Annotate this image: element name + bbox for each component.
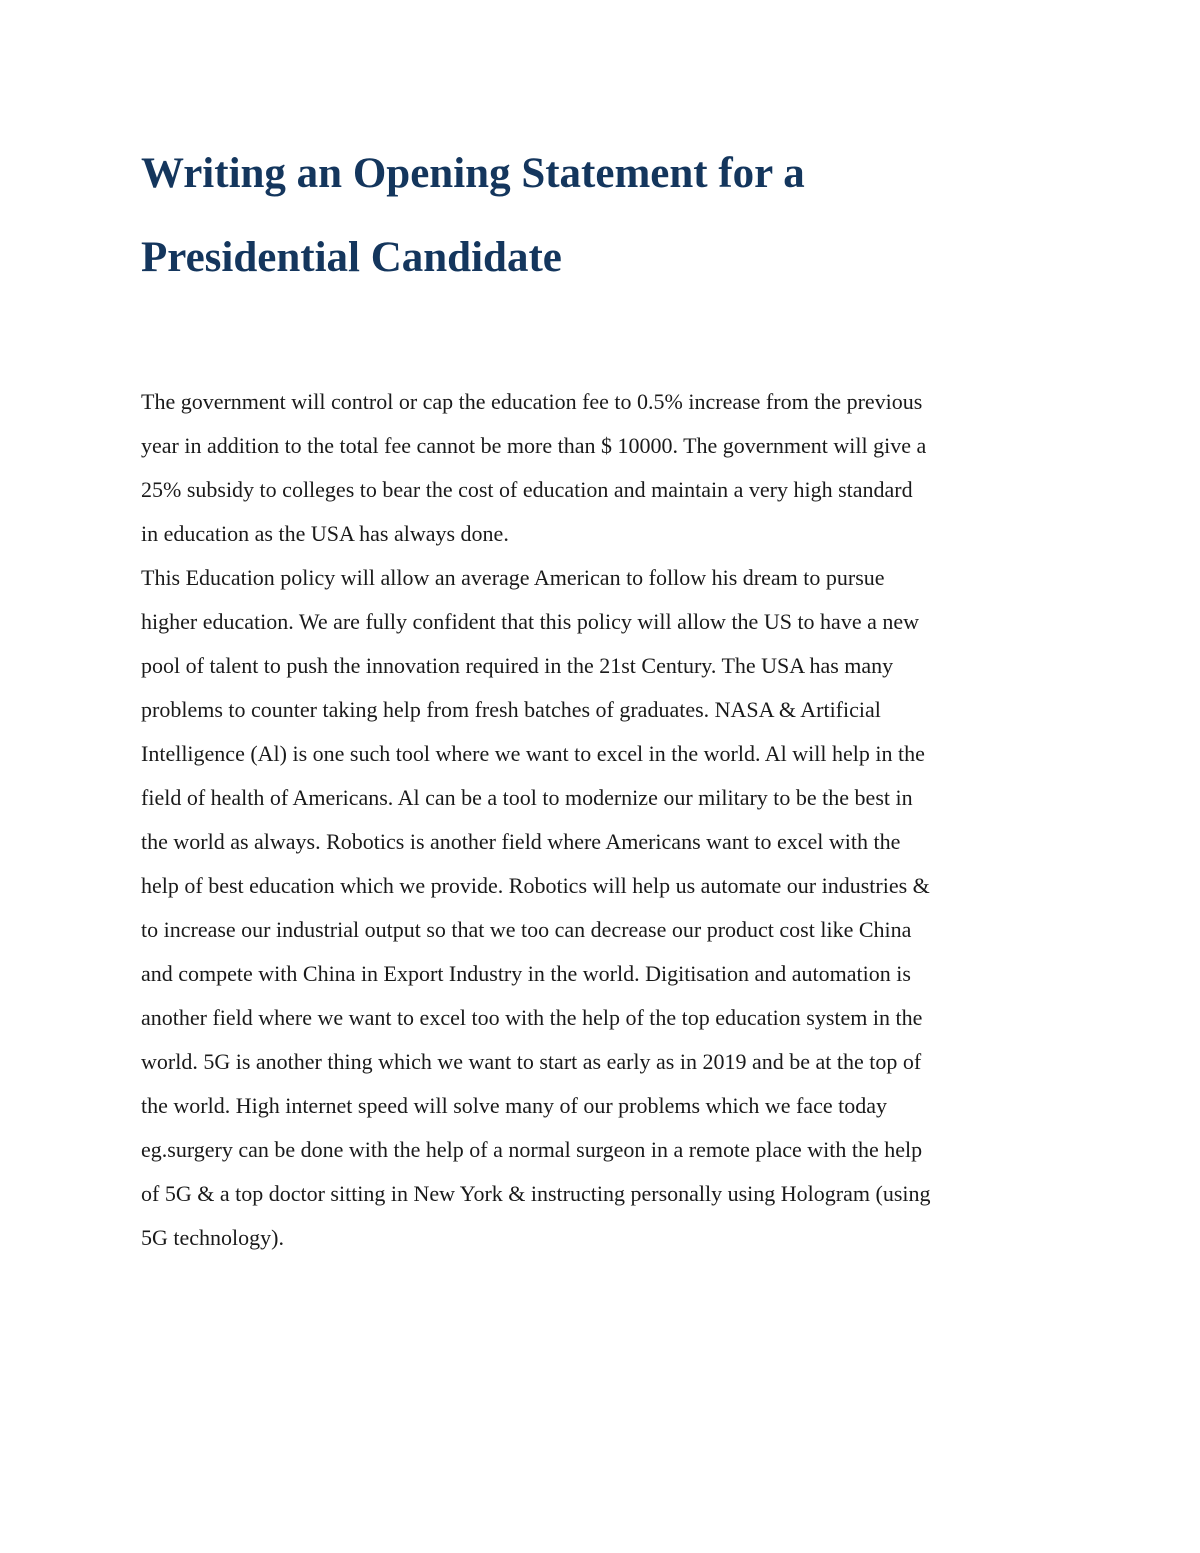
text-line: the world. High internet speed will solve many of our problems which we face today (141, 1093, 887, 1118)
text-line: to increase our industrial output so that we too can decrease our product cost like China (141, 917, 912, 942)
text-line: higher education. We are fully confident that this policy will allow the US to have a new (141, 609, 920, 634)
text-line: the world as always. Robotics is another field where Americans want to excel with the (141, 829, 901, 854)
text-line: 5G technology). (141, 1225, 284, 1250)
text-line: world. 5G is another thing which we want to start as early as in 2019 and be at the top of (141, 1049, 922, 1074)
document-body (141, 380, 1071, 1260)
text-line: field of health of Americans. Al can be a tool to modernize our military to be the best in (141, 785, 913, 810)
text-line: another field where we want to excel too with the help of the top education system in the (141, 1005, 923, 1030)
paragraph-education-policy (141, 556, 1071, 1260)
title-line: Presidential Candidate (141, 234, 562, 281)
paragraph-education-fee (141, 380, 1071, 556)
text-line: help of best education which we provide. Robotics will help us automate our industries & (141, 873, 930, 898)
text-line: and compete with China in Export Industry in the world. Digitisation and automation is (141, 961, 911, 986)
text-line: in education as the USA has always done. (141, 521, 509, 546)
text-line: eg.surgery can be done with the help of a normal surgeon in a remote place with the help (141, 1137, 923, 1162)
text-line: year in addition to the total fee cannot be more than $ 10000. The government will give a (141, 433, 927, 458)
text-line: of 5G & a top doctor sitting in New York & instructing personally using Hologram (using (141, 1181, 931, 1206)
text-line: problems to counter taking help from fresh batches of graduates. NASA & Artificial (141, 697, 881, 722)
text-line: pool of talent to push the innovation required in the 21st Century. The USA has many (141, 653, 894, 678)
text-line: 25% subsidy to colleges to bear the cost of education and maintain a very high standard (141, 477, 913, 502)
text-line: Intelligence (Al) is one such tool where we want to excel in the world. Al will help in the (141, 741, 925, 766)
text-line: This Education policy will allow an average American to follow his dream to pursue (141, 565, 885, 590)
document-title (141, 132, 1101, 300)
text-line: The government will control or cap the education fee to 0.5% increase from the previous (141, 389, 923, 414)
title-line: Writing an Opening Statement for a (141, 150, 805, 197)
